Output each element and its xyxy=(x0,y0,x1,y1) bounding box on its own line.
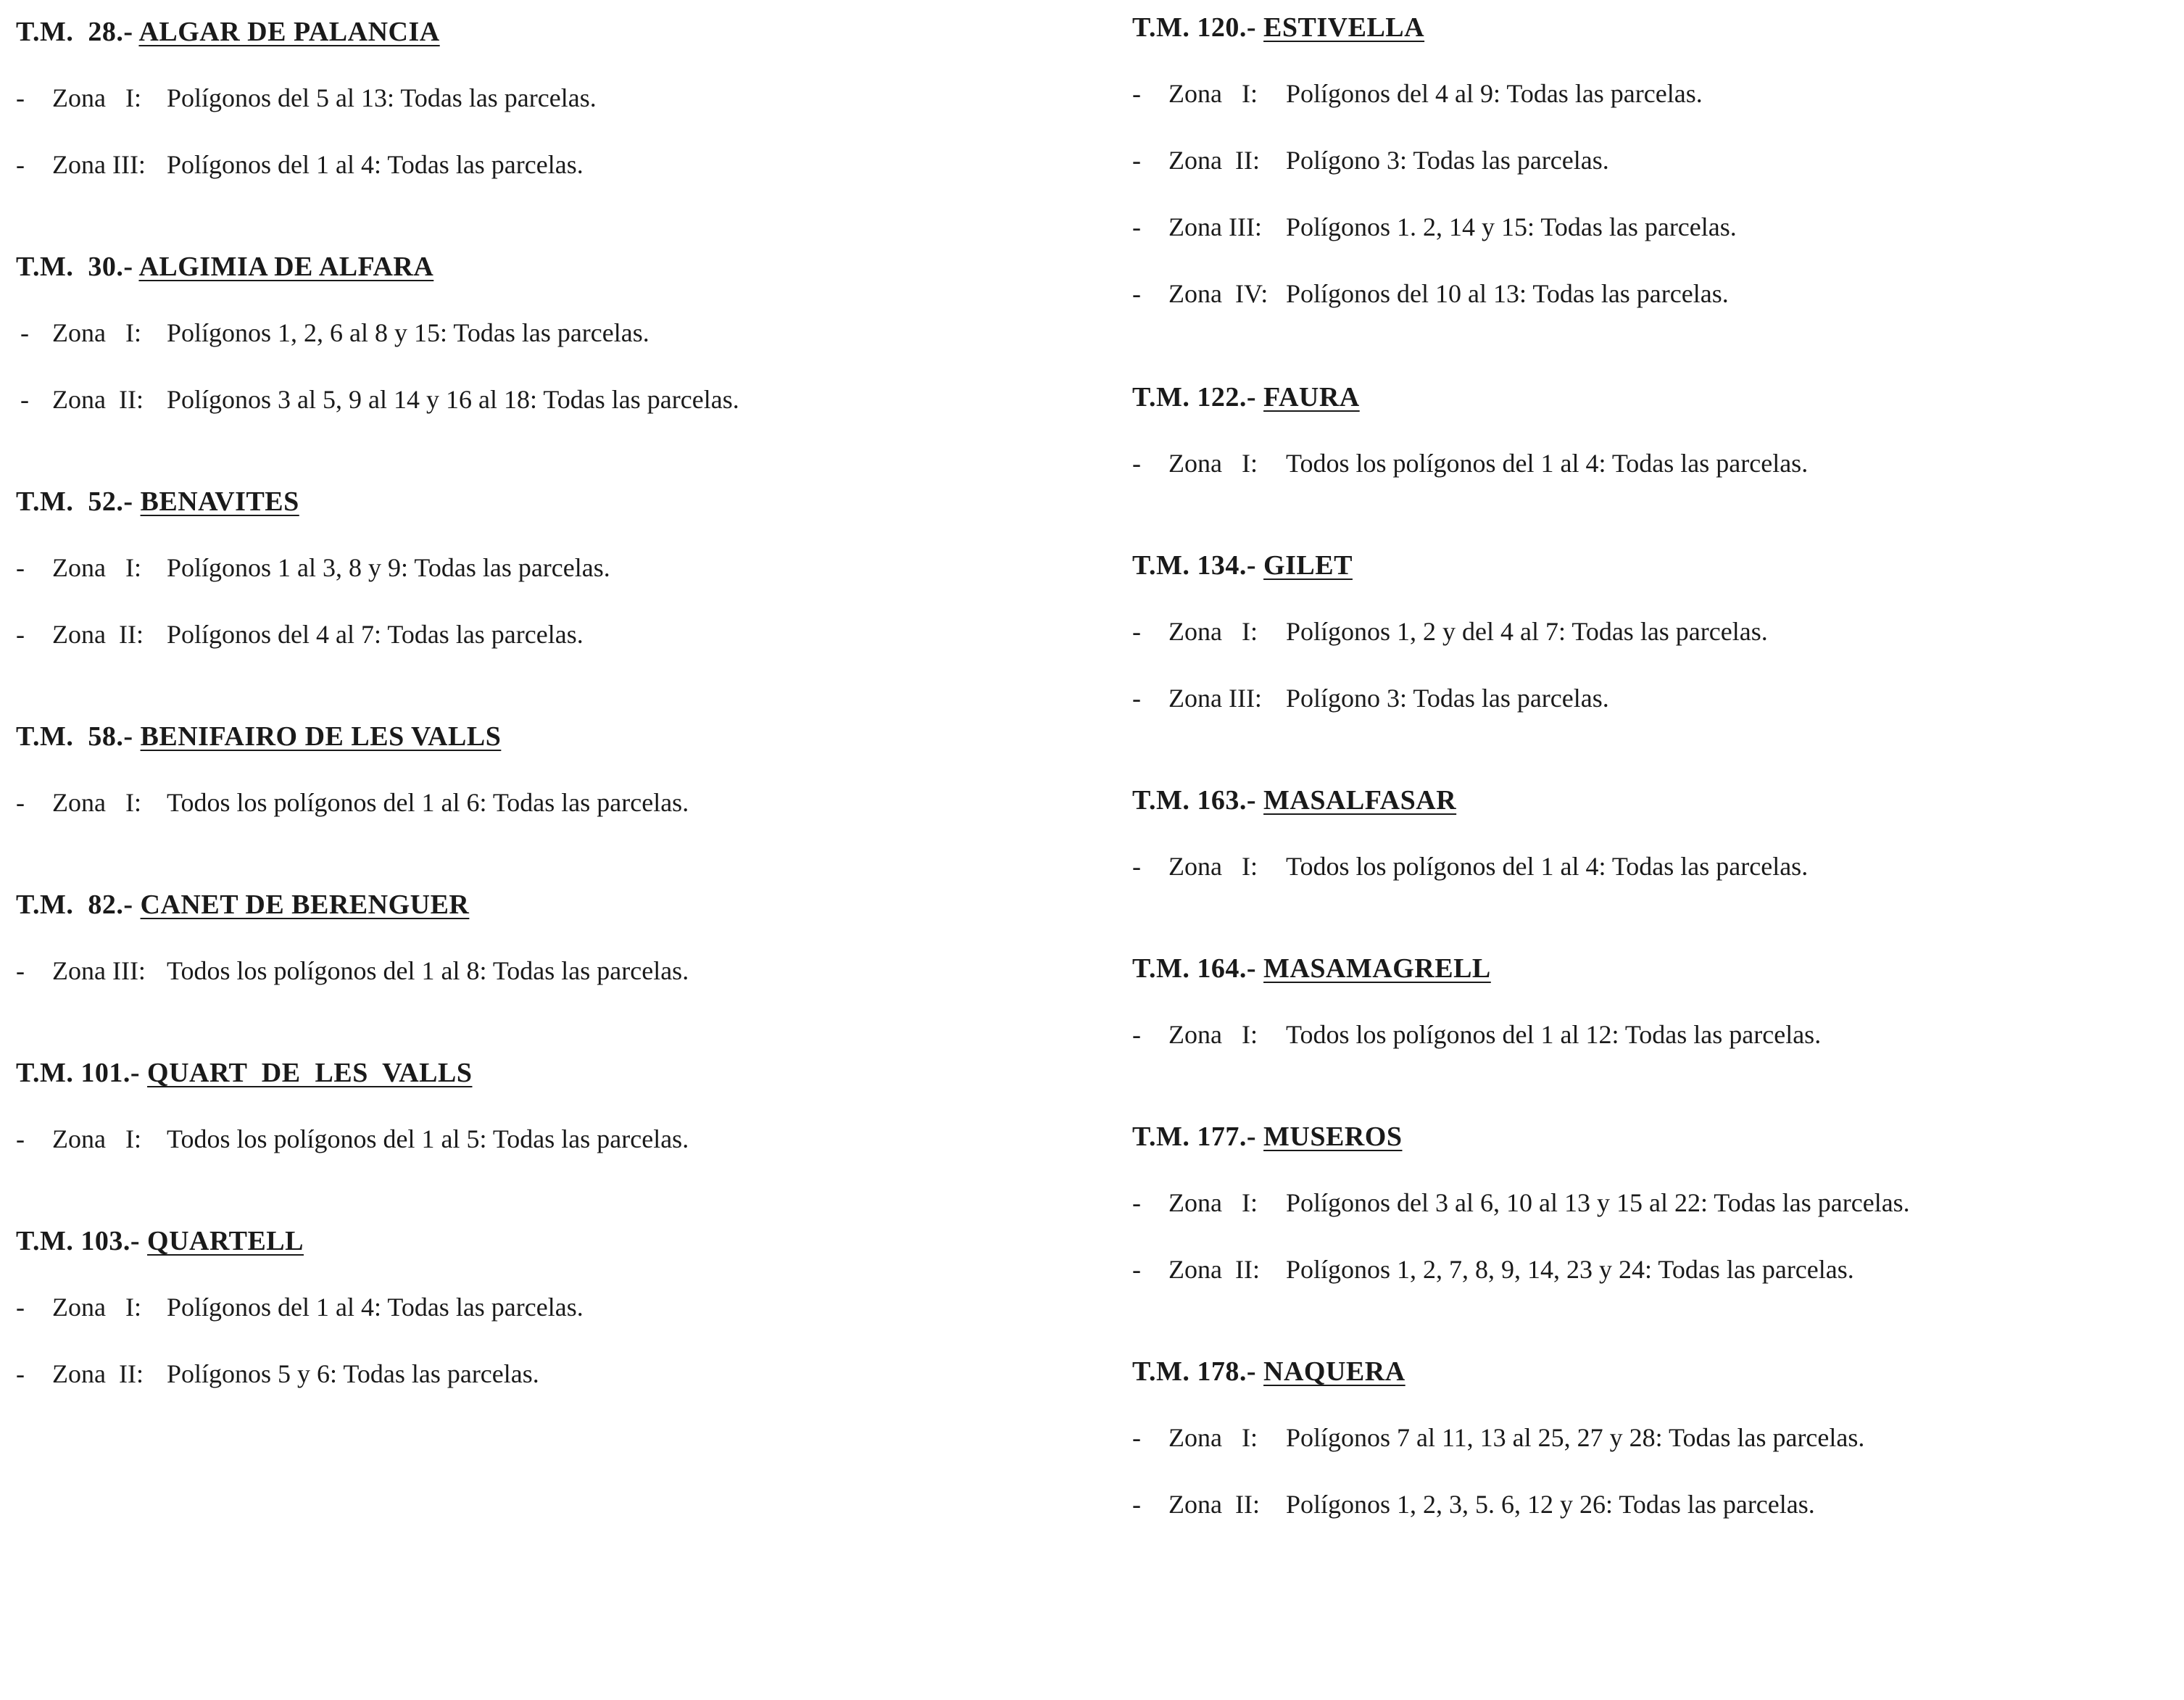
list-dash: - xyxy=(1132,1490,1141,1519)
zone-description: Polígonos del 1 al 4: Todas las parcelas. xyxy=(167,1293,584,1322)
tm-code: T.M. 28.- xyxy=(16,17,133,47)
list-dash: - xyxy=(16,788,25,817)
tm-code: T.M. 58.- xyxy=(16,721,133,752)
list-dash: - xyxy=(1132,146,1141,175)
list-dash: - xyxy=(16,620,25,649)
zone-description: Polígonos del 3 al 6, 10 al 13 y 15 al 22: Todas las parcelas. xyxy=(1286,1188,1910,1217)
zone-label: Zona I: xyxy=(1168,1020,1258,1049)
section-title xyxy=(1132,784,1456,816)
zone-description: Polígonos del 1 al 4: Todas las parcelas. xyxy=(167,150,584,179)
zone-description: Polígonos 5 y 6: Todas las parcelas. xyxy=(167,1359,539,1388)
zone-label: Zona I: xyxy=(1168,852,1258,881)
list-dash: - xyxy=(16,956,25,985)
section-title xyxy=(1132,12,1424,43)
municipality-name: BENIFAIRO DE LES VALLS xyxy=(140,721,502,752)
zone-label: Zona I: xyxy=(1168,1188,1258,1217)
section-title xyxy=(16,1057,473,1089)
list-dash: - xyxy=(1132,212,1141,241)
municipality-name: MASAMAGRELL xyxy=(1263,953,1491,984)
zone-description: Todos los polígonos del 1 al 4: Todas las parcelas. xyxy=(1286,449,1809,478)
list-dash: - xyxy=(1132,617,1141,646)
zone-label: Zona II: xyxy=(52,385,144,414)
municipality-name: MASALFASAR xyxy=(1263,785,1457,816)
section-title xyxy=(16,16,440,48)
zone-description: Polígono 3: Todas las parcelas. xyxy=(1286,684,1609,713)
zone-label: Zona II: xyxy=(1168,1255,1260,1284)
list-dash: - xyxy=(16,1293,25,1322)
zone-description: Todos los polígonos del 1 al 4: Todas las parcelas. xyxy=(1286,852,1809,881)
zone-description: Polígonos 1, 2, 7, 8, 9, 14, 23 y 24: Todas las parcelas. xyxy=(1286,1255,1854,1284)
zone-description: Polígonos 1, 2 y del 4 al 7: Todas las parcelas. xyxy=(1286,617,1768,646)
zone-label: Zona I: xyxy=(1168,617,1258,646)
section-title xyxy=(16,721,501,752)
tm-code: T.M. 164.- xyxy=(1132,953,1257,984)
zone-description: Polígonos del 5 al 13: Todas las parcelas. xyxy=(167,83,597,112)
section-title xyxy=(16,251,433,283)
zone-description: Polígono 3: Todas las parcelas. xyxy=(1286,146,1609,175)
zone-label: Zona I: xyxy=(52,1124,141,1153)
tm-code: T.M. 52.- xyxy=(16,486,133,517)
zone-label: Zona I: xyxy=(52,1293,141,1322)
tm-code: T.M. 82.- xyxy=(16,890,133,920)
zone-description: Todos los polígonos del 1 al 12: Todas las parcelas. xyxy=(1286,1020,1822,1049)
list-dash: - xyxy=(1132,1423,1141,1452)
list-dash: - xyxy=(1132,1020,1141,1049)
list-dash: - xyxy=(20,385,29,414)
municipality-name: QUART DE LES VALLS xyxy=(147,1058,473,1088)
list-dash: - xyxy=(1132,79,1141,108)
section-title xyxy=(1132,381,1360,413)
municipality-name: ESTIVELLA xyxy=(1263,12,1425,43)
zone-label: Zona III: xyxy=(1168,212,1262,241)
municipality-name: CANET DE BERENGUER xyxy=(140,890,470,920)
zone-label: Zona III: xyxy=(1168,684,1262,713)
tm-code: T.M. 163.- xyxy=(1132,785,1257,816)
zone-label: Zona III: xyxy=(52,956,146,985)
municipality-name: ALGIMIA DE ALFARA xyxy=(138,252,434,282)
zone-description: Todos los polígonos del 1 al 5: Todas las parcelas. xyxy=(167,1124,689,1153)
list-dash: - xyxy=(16,83,25,112)
zone-description: Polígonos 7 al 11, 13 al 25, 27 y 28: Todas las parcelas. xyxy=(1286,1423,1865,1452)
list-dash: - xyxy=(1132,852,1141,881)
zone-label: Zona II: xyxy=(1168,1490,1260,1519)
zone-label: Zona I: xyxy=(1168,79,1258,108)
list-dash: - xyxy=(16,150,25,179)
municipality-name: ALGAR DE PALANCIA xyxy=(138,17,440,47)
zone-description: Polígonos 1. 2, 14 y 15: Todas las parcelas. xyxy=(1286,212,1737,241)
tm-code: T.M. 134.- xyxy=(1132,550,1257,581)
municipality-name: MUSEROS xyxy=(1263,1121,1403,1152)
tm-code: T.M. 103.- xyxy=(16,1226,141,1256)
zone-description: Polígonos 1, 2, 6 al 8 y 15: Todas las parcelas. xyxy=(167,318,649,347)
list-dash: - xyxy=(1132,449,1141,478)
tm-code: T.M. 101.- xyxy=(16,1058,141,1088)
list-dash: - xyxy=(16,1359,25,1388)
zone-description: Polígonos 1, 2, 3, 5. 6, 12 y 26: Todas las parcelas. xyxy=(1286,1490,1815,1519)
zone-label: Zona II: xyxy=(1168,146,1260,175)
zone-label: Zona I: xyxy=(52,83,141,112)
zone-description: Polígonos del 4 al 9: Todas las parcelas. xyxy=(1286,79,1703,108)
zone-label: Zona I: xyxy=(1168,449,1258,478)
zone-description: Polígonos del 4 al 7: Todas las parcelas. xyxy=(167,620,584,649)
list-dash: - xyxy=(1132,1255,1141,1284)
section-title xyxy=(1132,1121,1402,1153)
zone-label: Zona I: xyxy=(52,318,141,347)
zone-label: Zona III: xyxy=(52,150,146,179)
municipality-name: NAQUERA xyxy=(1263,1356,1406,1387)
tm-code: T.M. 30.- xyxy=(16,252,133,282)
section-title xyxy=(1132,953,1491,984)
zone-label: Zona I: xyxy=(1168,1423,1258,1452)
list-dash: - xyxy=(16,553,25,582)
zone-label: Zona I: xyxy=(52,553,141,582)
zone-description: Todos los polígonos del 1 al 6: Todas las parcelas. xyxy=(167,788,689,817)
zone-label: Zona II: xyxy=(52,620,144,649)
tm-code: T.M. 122.- xyxy=(1132,382,1257,412)
zone-label: Zona I: xyxy=(52,788,141,817)
zone-label: Zona II: xyxy=(52,1359,144,1388)
zone-description: Polígonos del 10 al 13: Todas las parcelas. xyxy=(1286,279,1729,308)
municipality-name: FAURA xyxy=(1263,382,1360,412)
tm-code: T.M. 120.- xyxy=(1132,12,1257,43)
section-title xyxy=(1132,550,1353,581)
section-title xyxy=(16,889,469,921)
zone-label: Zona IV: xyxy=(1168,279,1269,308)
zone-description: Todos los polígonos del 1 al 8: Todas las parcelas. xyxy=(167,956,689,985)
tm-code: T.M. 178.- xyxy=(1132,1356,1257,1387)
list-dash: - xyxy=(1132,684,1141,713)
section-title xyxy=(16,1225,304,1257)
section-title xyxy=(1132,1356,1406,1388)
municipality-name: GILET xyxy=(1263,550,1353,581)
list-dash: - xyxy=(16,1124,25,1153)
municipality-name: QUARTELL xyxy=(147,1226,304,1256)
list-dash: - xyxy=(20,318,29,347)
section-title xyxy=(16,486,299,518)
municipality-name: BENAVITES xyxy=(140,486,299,517)
zone-description: Polígonos 1 al 3, 8 y 9: Todas las parcelas. xyxy=(167,553,610,582)
zone-description: Polígonos 3 al 5, 9 al 14 y 16 al 18: Todas las parcelas. xyxy=(167,385,739,414)
list-dash: - xyxy=(1132,279,1141,308)
list-dash: - xyxy=(1132,1188,1141,1217)
tm-code: T.M. 177.- xyxy=(1132,1121,1257,1152)
